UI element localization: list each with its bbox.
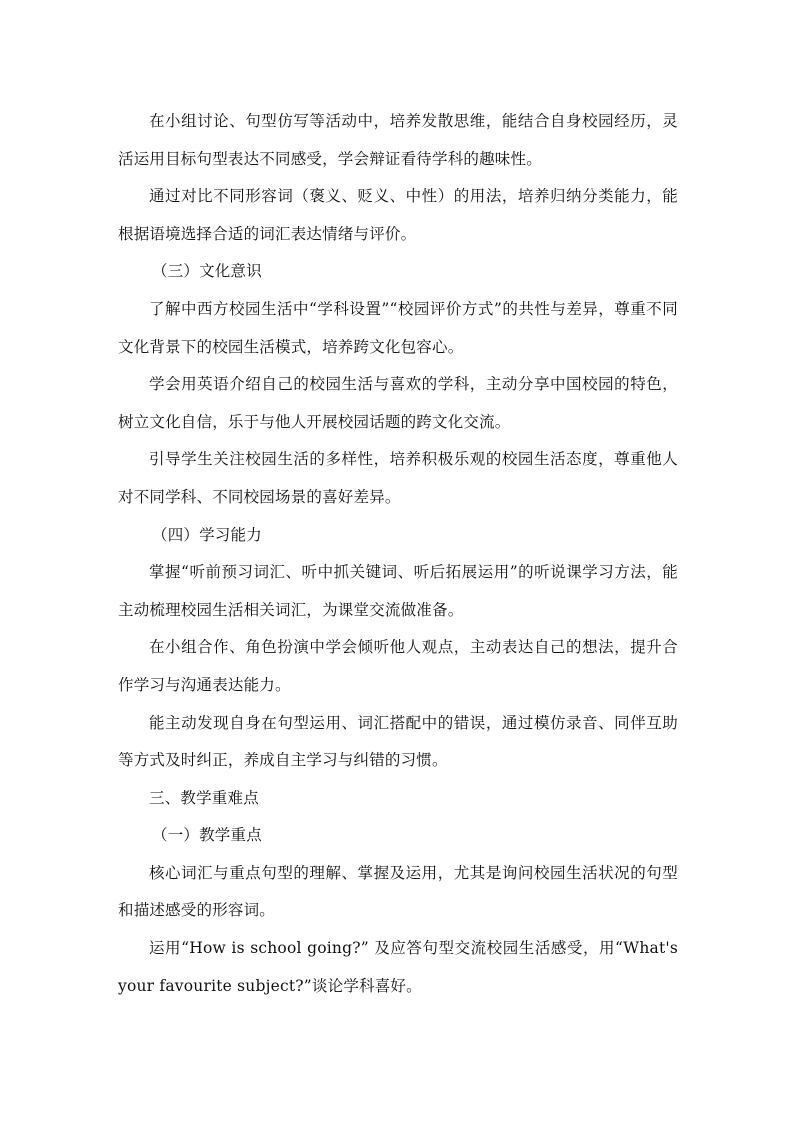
- body-paragraph: 引导学生关注校园生活的多样性，培养积极乐观的校园生活态度，尊重他人对不同学科、不同校园场景的喜好差异。: [118, 450, 678, 506]
- document-body: [118, 103, 678, 1005]
- section-heading: 三、教学重难点: [149, 788, 259, 807]
- body-paragraph: 运用“How is school going?” 及应答句型交流校园生活感受，用“What's your favourite subject?”谈论学科喜好。: [118, 939, 678, 995]
- section-subheading: （四）学习能力: [152, 525, 262, 544]
- body-paragraph: 核心词汇与重点句型的理解、掌握及运用，尤其是询问校园生活状况的句型和描述感受的形容词。: [118, 863, 678, 920]
- body-paragraph: 掌握“听前预习词汇、听中抓关键词、听后拓展运用”的听说课学习方法，能主动梳理校园生活相关词汇，为课堂交流做准备。: [118, 563, 678, 619]
- body-paragraph: 在小组合作、角色扮演中学会倾听他人观点，主动表达自己的想法，提升合作学习与沟通表达能力。: [118, 638, 678, 694]
- body-paragraph: 通过对比不同形容词（褒义、贬义、中性）的用法，培养归纳分类能力，能根据语境选择合适的词汇表达情绪与评价。: [118, 187, 678, 243]
- body-paragraph: 能主动发现自身在句型运用、词汇搭配中的错误，通过模仿录音、同伴互助等方式及时纠正，养成自主学习与纠错的习惯。: [118, 713, 678, 770]
- body-paragraph: 学会用英语介绍自己的校园生活与喜欢的学科，主动分享中国校园的特色，树立文化自信，乐于与他人开展校园话题的跨文化交流。: [118, 375, 678, 431]
- section-subheading: （一）教学重点: [152, 826, 262, 845]
- section-subheading: （三）文化意识: [152, 262, 262, 281]
- body-paragraph: 在小组讨论、句型仿写等活动中，培养发散思维，能结合自身校园经历，灵活运用目标句型表达不同感受，学会辩证看待学科的趣味性。: [118, 112, 678, 168]
- body-paragraph: 了解中西方校园生活中“学科设置”“校园评价方式”的共性与差异，尊重不同文化背景下的校园生活模式，培养跨文化包容心。: [118, 299, 678, 356]
